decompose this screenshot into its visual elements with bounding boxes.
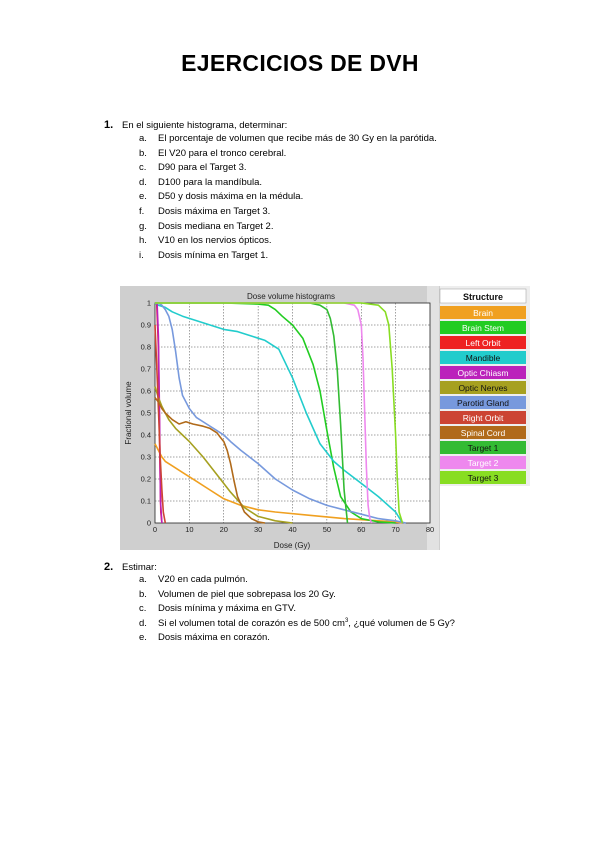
x-tick-label: 30 (253, 525, 263, 534)
y-tick-label: 0.8 (140, 342, 151, 352)
y-tick-label: 0.9 (140, 320, 151, 330)
list-item-text: El porcentaje de volumen que recibe más de 30 Gy en la parótida. (158, 133, 437, 144)
x-tick-label: 40 (288, 525, 297, 534)
legend-entry-label: Parotid Gland (457, 398, 509, 408)
list-item-text: D100 para la mandíbula. (158, 176, 263, 188)
exercise-2-number: 2. (104, 561, 114, 573)
y-axis-label: Fractional volume (124, 381, 133, 445)
list-item-letter: e. (139, 191, 147, 203)
list-item-letter: c. (139, 603, 147, 615)
list-item-text: D90 para el Target 3. (158, 162, 247, 174)
list-item (139, 161, 437, 176)
y-tick-label: 0.4 (140, 430, 151, 440)
legend-entry-label: Right Orbit (462, 413, 504, 423)
list-item-text-start: Si el volumen total de corazón es de 500 cm (158, 617, 345, 629)
list-item-text: V20 en cada pulmón. (158, 574, 248, 585)
y-tick-label: 0.5 (140, 408, 151, 418)
legend-entry-label: Optic Nerves (458, 383, 508, 393)
x-tick-label: 10 (185, 525, 194, 534)
dvh-chart-figure (120, 286, 530, 550)
y-tick-label: 0.7 (140, 364, 151, 374)
exercise-1-number: 1. (104, 119, 114, 131)
list-item (139, 573, 455, 588)
document-title: EJERCICIOS DE DVH (181, 50, 419, 76)
exercise-1-items (139, 132, 437, 263)
list-item-text: Dosis máxima en corazón. (158, 632, 270, 644)
legend-entry-label: Left Orbit (465, 338, 501, 348)
list-item-letter: a. (139, 574, 147, 585)
list-item-text: Dosis máxima en Target 3. (158, 205, 271, 217)
legend-entry-label: Target 1 (467, 443, 499, 453)
x-tick-label: 20 (219, 525, 228, 534)
x-tick-label: 0 (152, 525, 158, 534)
superscript: 3 (344, 617, 349, 624)
list-item-letter: b. (139, 588, 147, 600)
y-tick-label: 0.6 (140, 386, 151, 396)
list-item-text (158, 618, 455, 629)
legend-entry-label: Brain Stem (461, 323, 505, 333)
y-tick-label: 0.1 (140, 496, 151, 506)
list-item-letter: f. (139, 205, 145, 217)
list-item-text: V10 en los nervios ópticos. (158, 235, 272, 247)
list-item (139, 602, 455, 617)
legend (440, 286, 530, 486)
x-tick-label: 50 (322, 525, 332, 534)
exercise-2-items (139, 573, 455, 646)
list-item-text: Volumen de piel que sobrepasa los 20 Gy. (158, 588, 336, 600)
chart-title: Dose volume histograms (246, 292, 336, 301)
y-tick-label: 0.3 (140, 452, 151, 462)
list-item (139, 220, 437, 235)
y-tick-label: 0.2 (140, 474, 151, 484)
list-item-letter: a. (139, 133, 147, 144)
list-item-letter: h. (139, 235, 147, 247)
list-item-text: Dosis mínima y máxima en GTV. (158, 603, 296, 615)
x-tick-label: 60 (357, 525, 366, 534)
list-item-text: Dosis mediana en Target 2. (158, 220, 274, 232)
x-tick-label: 80 (425, 525, 435, 534)
legend-entry-label: Mandible (465, 353, 501, 363)
list-item (139, 249, 437, 264)
list-item-letter: g. (139, 220, 147, 232)
y-tick-label: 0 (146, 518, 151, 528)
legend-entry-label: Target 3 (467, 473, 499, 483)
list-item (139, 176, 437, 191)
list-item-text-end: , ¿qué volumen de 5 Gy? (348, 617, 455, 629)
list-item-letter: c. (139, 162, 147, 174)
legend-entry-label: Target 2 (467, 458, 499, 468)
exercise-1-prompt: En el siguiente histograma, determinar: (122, 120, 288, 131)
list-item-text: D50 y dosis máxima en la médula. (158, 191, 304, 203)
list-item (139, 234, 437, 249)
list-item (139, 631, 455, 646)
y-tick-label: 1 (146, 298, 151, 308)
list-item (139, 147, 437, 162)
x-tick-label: 70 (391, 525, 400, 534)
legend-title: Structure (462, 292, 504, 302)
x-axis-label: Dose (Gy) (273, 541, 311, 550)
list-item (139, 617, 455, 632)
list-item-letter: d. (139, 617, 147, 629)
list-item (139, 132, 437, 147)
list-item (139, 190, 437, 205)
legend-entry-label: Brain (473, 308, 493, 318)
list-item-text: El V20 para el tronco cerebral. (158, 147, 287, 159)
list-item (139, 205, 437, 220)
list-item (139, 588, 455, 603)
list-item-letter: b. (139, 147, 147, 159)
list-item-letter: d. (139, 176, 147, 188)
legend-entry-label: Spinal Cord (460, 428, 506, 438)
list-item-letter: e. (139, 632, 147, 644)
list-item-letter: i. (139, 249, 144, 261)
legend-entry-label: Optic Chiasm (457, 368, 509, 378)
exercise-2-prompt: Estimar: (122, 562, 157, 573)
list-item-text: Dosis mínima en Target 1. (158, 249, 269, 261)
